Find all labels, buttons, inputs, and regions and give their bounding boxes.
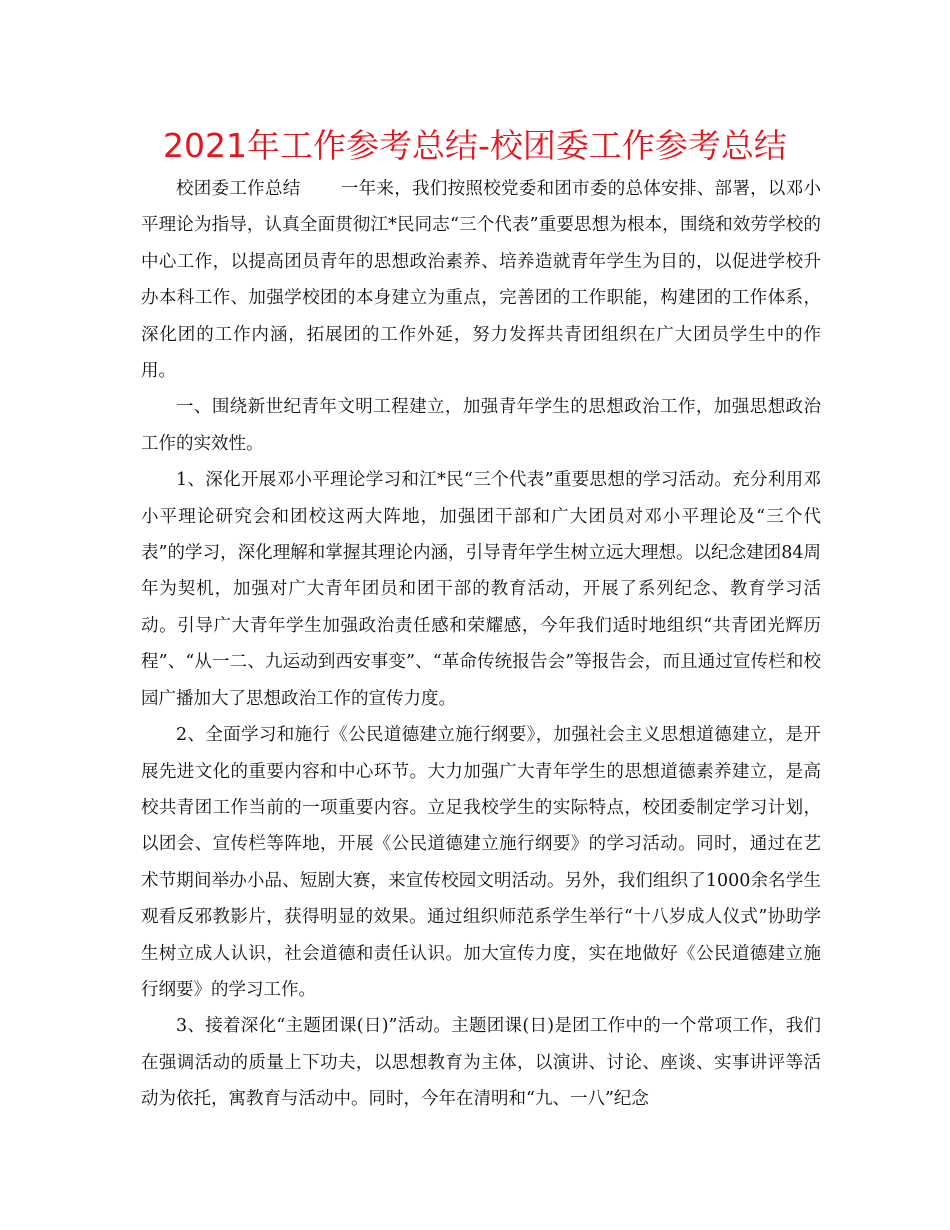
section-one-heading: 一、围绕新世纪青年文明工程建立，加强青年学生的思想政治工作，加强思想政治工作的实效性。: [141, 397, 821, 454]
lead-label: 校团委工作总结: [176, 179, 301, 199]
item-two-paragraph: 2、全面学习和施行《公民道德建立施行纲要》，加强社会主义思想道德建立，是开展先进文化的重要内容和中心环节。大力加强广大青年学生的思想道德素养建立，是高校共青团工作当前的一项重要内容。立足我校学生的实际特点，校团委制定学习计划，以团会、宣传栏等阵地，开展《公民道德建立施行纲要》的学习活动。同时，通过在艺术节期间举办小品、短剧大赛，来宣传校园文明活动。另外，我们组织了1000余名学生观看反邪教影片，获得明显的效果。通过组织师范系学生举行“十八岁成人仪式”协助学生树立成人认识，社会道德和责任认识。加大宣传力度，实在地做好《公民道德建立施行纲要》的学习工作。: [141, 725, 821, 1000]
item-three-paragraph: 3、接着深化“主题团课(日)”活动。主题团课(日)是团工作中的一个常项工作，我们在强调活动的质量上下功夫，以思想教育为主体，以演讲、讨论、座谈、实事讲评等活动为依托，寓教育与活动中。同时，今年在清明和“九、一八”纪念: [141, 1016, 821, 1110]
intro-paragraph: [141, 171, 821, 389]
intro-text: 一年来，我们按照校党委和团市委的总体安排、部署，以邓小平理论为指导，认真全面贯彻江*民同志“三个代表”重要思想为根本，围绕和效劳学校的中心工作，以提高团员青年的思想政治素养、培养造就青年学生为目的，以促进学校升办本科工作、加强学校团的本身建立为重点，完善团的工作职能，构建团的工作体系，深化团的工作内涵，拓展团的工作外延，努力发挥共青团组织在广大团员学生中的作用。: [141, 179, 822, 382]
item-one-paragraph: 1、深化开展邓小平理论学习和江*民“三个代表”重要思想的学习活动。充分利用邓小平理论研究会和团校这两大阵地，加强团干部和广大团员对邓小平理论及“三个代表”的学习，深化理解和掌握其理论内涵，引导青年学生树立远大理想。以纪念建团84周年为契机，加强对广大青年团员和团干部的教育活动，开展了系列纪念、教育学习活动。引导广大青年学生加强政治责任感和荣耀感，今年我们适时地组织“共青团光辉历程”、“从一二、九运动到西安事变”、“革命传统报告会”等报告会，而且通过宣传栏和校园广播加大了思想政治工作的宣传力度。: [141, 470, 821, 709]
document-title: 2021年工作参考总结-校团委工作参考总结: [163, 126, 787, 165]
document-body: [141, 171, 821, 1118]
